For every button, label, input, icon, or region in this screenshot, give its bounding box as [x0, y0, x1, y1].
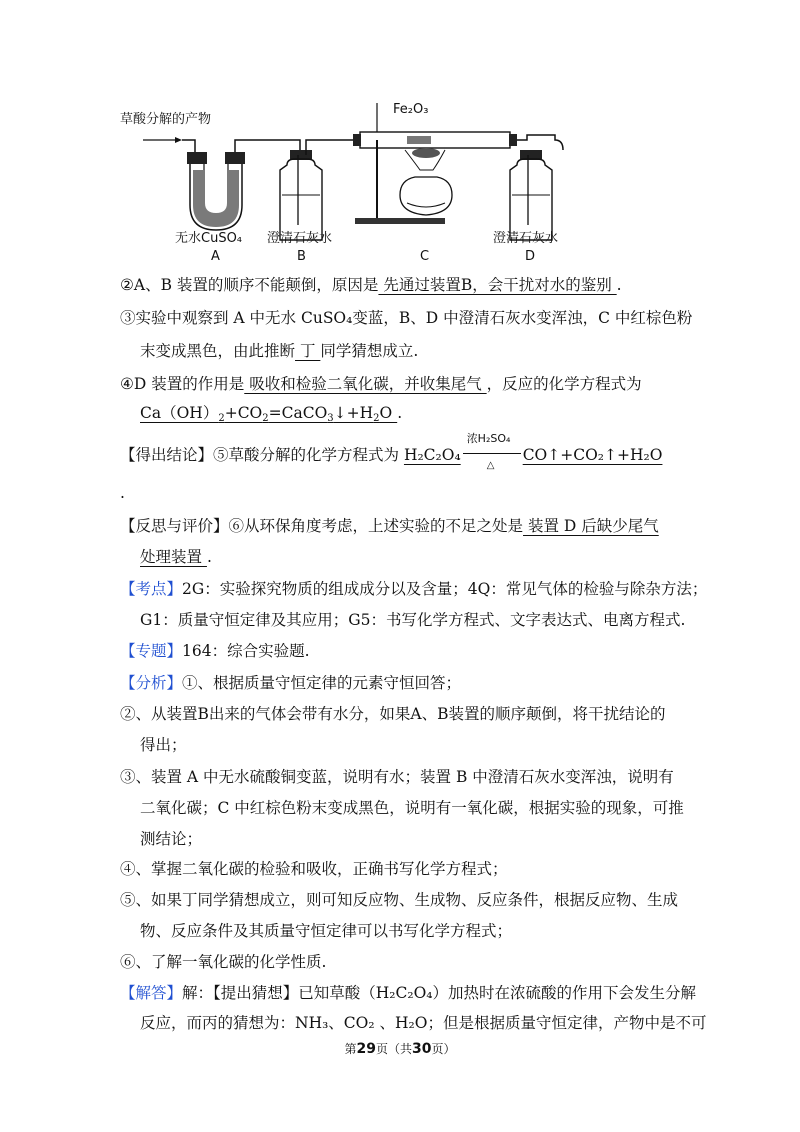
- question-3-line-1: ③实验中观察到 A 中无水 CuSO₄变蓝，B、D 中澄清石灰水变浑浊，C 中红棕色粉: [120, 309, 693, 327]
- figure-b-letter: B: [297, 249, 306, 264]
- u-tube-inner: [204, 164, 228, 215]
- question-2: [120, 274, 622, 296]
- kaodian-line-2: G1：质量守恒定律及其应用；G5：书写化学方程式、文字表达式、电离方程式.: [140, 611, 686, 629]
- conclusion-dot: .: [120, 484, 125, 502]
- q4-equation-end: .: [397, 404, 403, 422]
- figure-a-letter: A: [211, 249, 220, 264]
- page-footer: 第29页（共30页）: [344, 1041, 456, 1057]
- stopper-c-right: [509, 134, 517, 146]
- fenxi-line-6: ⑥、了解一氧化碳的化学性质.: [120, 953, 327, 971]
- conclusion-prefix: 【得出结论】⑤草酸分解的化学方程式为: [120, 446, 400, 464]
- q4-equation: $Ca(OH)_2+CO_2=CaCO_3↓+H_2O$: [140, 404, 398, 424]
- jieda-line-2: 反应，而丙的猜想为：NH₃、CO₂ 、H₂O；但是根据质量守恒定律，产物中是不可: [140, 1014, 707, 1032]
- zhuanti-text: 164：综合实验题.: [182, 642, 310, 660]
- q2-prefix: ②A、B 装置的顺序不能颠倒，原因是: [120, 276, 379, 294]
- condition-heat: △: [486, 460, 495, 471]
- zhuanti-line: [120, 640, 310, 662]
- condition-catalyst: 浓H₂SO₄: [466, 432, 511, 445]
- question-4-line-1: [120, 373, 642, 395]
- q2-answer: 先通过装置B，会干扰对水的鉴别: [378, 276, 617, 294]
- products: CO↑+CO₂↑+H₂O: [522, 446, 663, 464]
- tube-b-c: [306, 140, 360, 155]
- stopper-c-left: [353, 134, 361, 146]
- flame-top: [412, 148, 440, 158]
- fenxi-line-3b: 二氧化碳；C 中红棕色粉末变成黑色，说明有一氧化碳，根据实验的现象，可推: [140, 799, 684, 817]
- question-4-equation: [140, 402, 402, 430]
- jieda-tag: 【解答】: [120, 984, 183, 1002]
- total-pages: 30: [412, 1041, 432, 1057]
- bottle-d: [510, 159, 552, 240]
- bottle-b: [280, 159, 322, 240]
- figure-d-label: 澄清石灰水: [493, 231, 559, 246]
- combustion-tube: [360, 132, 510, 148]
- stopper-a-left: [187, 152, 207, 164]
- zhuanti-tag: 【专题】: [120, 642, 183, 660]
- conclusion-equation: [403, 432, 663, 471]
- figure-input-label: 草酸分解的产物: [120, 112, 212, 127]
- q4-suffix: ，反应的化学方程式为: [486, 375, 642, 393]
- reflection-line-1: [120, 515, 659, 537]
- input-arrow-head: [175, 137, 182, 143]
- q2-suffix: .: [616, 276, 622, 294]
- q3-suffix: 同学猜想成立.: [320, 342, 419, 360]
- fenxi-text-1: ①、根据质量守恒定律的元素守恒回答；: [182, 674, 462, 692]
- reflection-prefix: 【反思与评价】⑥从环保角度考虑，上述实验的不足之处是: [120, 517, 524, 535]
- kaodian-tag: 【考点】: [120, 580, 183, 598]
- lamp-liquid: [407, 203, 445, 207]
- stopper-a-right: [225, 152, 245, 164]
- fenxi-line-3a: ③、装置 A 中无水硫酸铜变蓝，说明有水；装置 B 中澄清石灰水变浑浊，说明有: [120, 768, 674, 786]
- figure-c-letter: C: [420, 249, 430, 264]
- figure-b-label: 澄清石灰水: [267, 231, 333, 246]
- tube-c-d: [517, 135, 563, 150]
- fenxi-line-1: [120, 672, 461, 694]
- kaodian-text-1: 2G：实验探究物质的组成成分以及含量；4Q：常见气体的检验与除杂方法；: [182, 580, 708, 598]
- fenxi-line-5b: 物、反应条件及其质量守恒定律可以书写化学方程式；: [140, 922, 513, 940]
- apparatus-figure: [115, 95, 595, 265]
- fe2o3-powder: [407, 136, 431, 144]
- fenxi-line-2b: 得出；: [140, 736, 187, 754]
- jieda-text-1: 解：【提出猜想】已知草酸（H₂C₂O₄）加热时在浓硫酸的作用下会发生分解: [182, 984, 696, 1002]
- q3-answer: 丁: [295, 342, 321, 360]
- q3-prefix: 末变成黑色，由此推断: [140, 342, 296, 360]
- stand-base: [355, 218, 445, 224]
- figure-d-letter: D: [525, 249, 536, 264]
- cuso4-filling: [193, 170, 239, 227]
- reflection-suffix: .: [206, 548, 212, 566]
- reactant: H₂C₂O₄: [403, 446, 461, 464]
- fenxi-tag: 【分析】: [120, 674, 183, 692]
- question-3-line-2: [140, 340, 418, 362]
- reaction-condition: [461, 432, 523, 471]
- fenxi-line-4: ④、掌握二氧化碳的检验和吸收，正确书写化学方程式；: [120, 860, 508, 878]
- fenxi-line-3c: 测结论；: [140, 830, 203, 848]
- reflection-answer-2: 处理装置: [140, 548, 207, 566]
- jieda-line-1: [120, 982, 696, 1004]
- q4-answer: 吸收和检验二氧化碳，并收集尾气: [244, 375, 487, 393]
- figure-a-label: 无水CuSO₄: [175, 231, 243, 246]
- reflection-answer-1: 装置 D 后缺少尾气: [523, 517, 659, 535]
- kaodian-line-1: [120, 578, 707, 600]
- fe2o3-label: Fe₂O₃: [393, 102, 429, 117]
- fenxi-line-2a: ②、从装置B出来的气体会带有水分，如果A、B装置的顺序颠倒，将干扰结论的: [120, 705, 666, 723]
- q4-prefix: ④D 装置的作用是: [120, 375, 245, 393]
- fenxi-line-5a: ⑤、如果丁同学猜想成立，则可知反应物、生成物、反应条件，根据反应物、生成: [120, 891, 679, 909]
- conclusion-line: [120, 432, 663, 471]
- page-number: 29: [356, 1041, 376, 1057]
- alcohol-lamp: [400, 177, 452, 215]
- reflection-line-2: [140, 546, 212, 568]
